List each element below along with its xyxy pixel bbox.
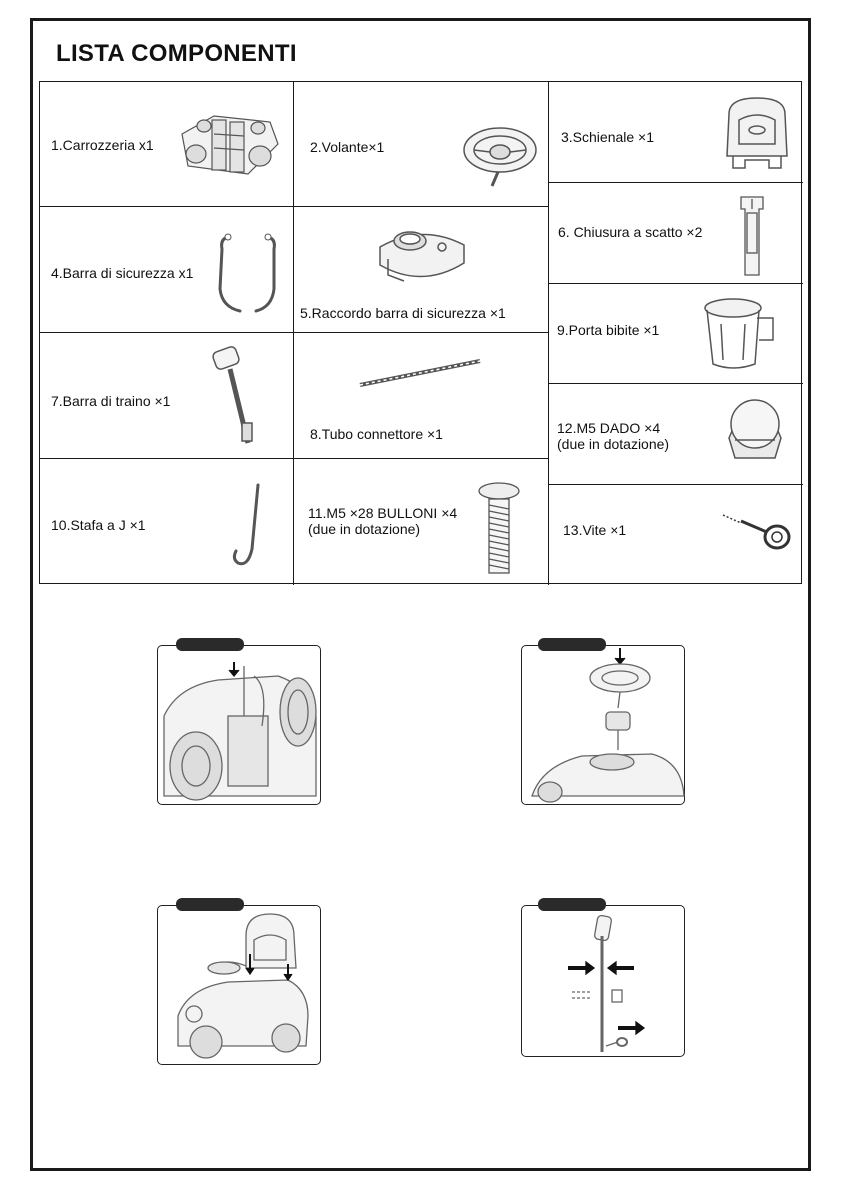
component-label-4: 4.Barra di sicurezza x1: [51, 265, 194, 281]
j-bracket-icon: [224, 479, 274, 575]
component-label-11: 11.M5 ×28 BULLONI ×4: [308, 505, 458, 521]
assembly-step-4: [521, 905, 685, 1057]
page-title: LISTA COMPONENTI: [56, 40, 297, 67]
component-label-6: 6. Chiusura a scatto ×2: [558, 224, 703, 240]
nut-icon: [721, 394, 789, 478]
components-table: [39, 81, 802, 584]
component-label-9: 9.Porta bibite ×1: [557, 322, 660, 338]
component-cell-8: [294, 333, 549, 459]
push-handle-assembly-icon: [522, 906, 686, 1058]
screw-icon: [719, 507, 799, 557]
underbody-assembly-icon: [158, 646, 322, 806]
component-label-10: 10.Stafa a J ×1: [51, 517, 146, 533]
component-cell-11: [294, 459, 549, 585]
component-cell-2: [294, 82, 549, 207]
component-label-1: 1.Carrozzeria x1: [51, 137, 154, 153]
car-body-icon: [174, 104, 284, 182]
component-cell-4: [40, 207, 294, 333]
component-label-2: 2.Volante×1: [310, 139, 385, 155]
assembly-step-3: [157, 905, 321, 1065]
push-handle-icon: [204, 345, 264, 449]
steering-wheel-icon: [458, 122, 542, 192]
step-tab-2: [538, 638, 606, 651]
component-cell-12: [549, 384, 803, 485]
component-cell-10: [40, 459, 294, 585]
backrest-assembly-icon: [158, 906, 322, 1066]
component-label-3: 3.Schienale ×1: [561, 129, 655, 145]
component-note-12: (due in dotazione): [557, 436, 670, 452]
connector-tube-icon: [356, 353, 486, 393]
component-label-7: 7.Barra di traino ×1: [51, 393, 171, 409]
component-note-11: (due in dotazione): [308, 521, 421, 537]
snap-lock-icon: [729, 191, 775, 281]
component-label-13: 13.Vite ×1: [563, 522, 627, 538]
steering-wheel-assembly-icon: [522, 646, 686, 806]
assembly-step-2: [521, 645, 685, 805]
component-cell-1: [40, 82, 294, 207]
cup-holder-icon: [699, 294, 781, 376]
bar-connector-icon: [374, 219, 470, 291]
safety-bar-icon: [212, 229, 284, 319]
step-tab-4: [538, 898, 606, 911]
bolt-icon: [476, 481, 522, 579]
component-cell-13: [549, 485, 803, 585]
step-tab-1: [176, 638, 244, 651]
component-cell-5: [294, 207, 549, 333]
step-tab-3: [176, 898, 244, 911]
component-cell-6: [549, 183, 803, 284]
component-cell-7: [40, 333, 294, 459]
component-cell-9: [549, 284, 803, 384]
component-label-12: 12.M5 DADO ×4: [557, 420, 661, 436]
backrest-icon: [719, 94, 795, 176]
component-label-5: 5.Raccordo barra di sicurezza ×1: [300, 305, 506, 321]
component-cell-3: [549, 82, 803, 183]
component-label-8: 8.Tubo connettore ×1: [310, 426, 443, 442]
assembly-step-1: [157, 645, 321, 805]
